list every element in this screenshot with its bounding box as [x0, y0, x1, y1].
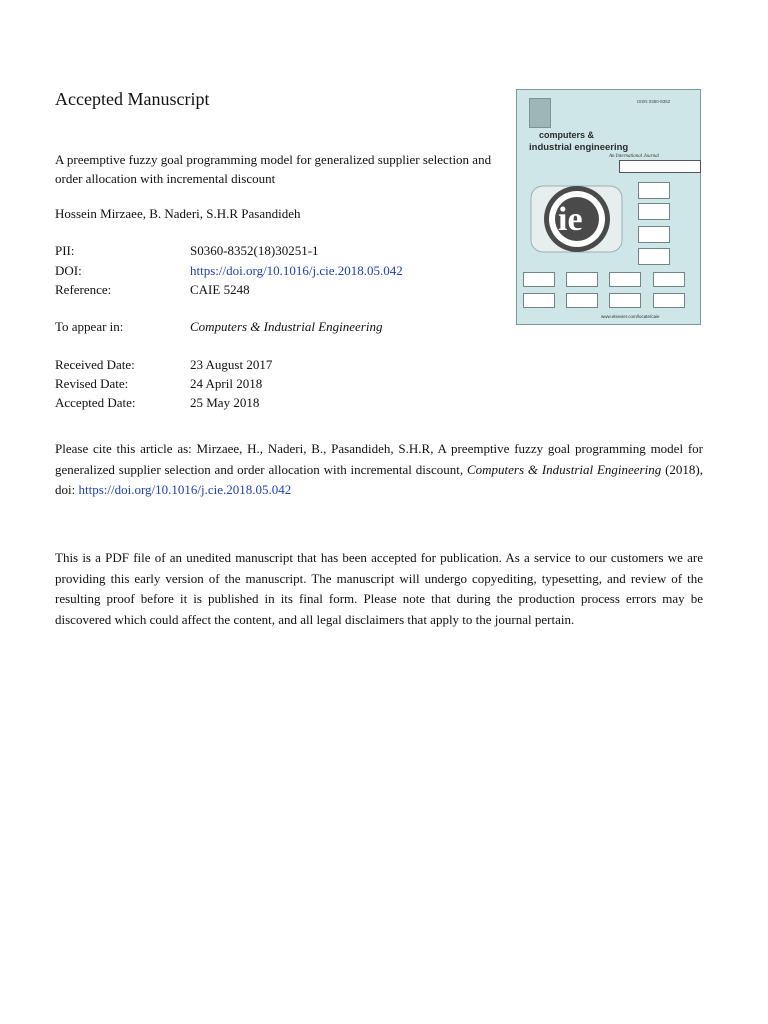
- citation-journal: Computers & Industrial Engineering: [466, 461, 662, 477]
- cover-tile: [523, 293, 555, 308]
- cover-tile: [566, 272, 598, 287]
- received-label: Received Date:: [55, 357, 135, 372]
- disclaimer-paragraph: This is a PDF file of an unedited manuscript that has been accepted for publication. As a service to our customers we are providing this early version of the manuscript. The manuscript will undergo copyediting, typesetting, and review of the resulting proof before it is published in its final form. Please note that during the production process errors may be discovered which could affect the content, and all legal disclaimers that apply to the journal pertain.: [55, 550, 703, 627]
- cover-contents-bar: [619, 160, 701, 173]
- accepted-value: 25 May 2018: [190, 395, 260, 410]
- page-heading: Accepted Manuscript: [55, 89, 210, 109]
- citation-paragraph: [55, 439, 703, 501]
- reference-row: [55, 280, 250, 299]
- cover-tile: [638, 226, 670, 243]
- revised-value: 24 April 2018: [190, 376, 263, 391]
- cover-title-line1: computers &: [539, 130, 595, 140]
- pii-value: S0360-8352(18)30251-1: [190, 243, 319, 258]
- cover-tile: [638, 182, 670, 199]
- accepted-label: Accepted Date:: [55, 395, 136, 410]
- cover-url: www.elsevier.com/locate/caie: [601, 314, 660, 319]
- cover-title-line2: industrial engineering: [529, 142, 629, 153]
- pii-label: PII:: [55, 243, 75, 258]
- ie-logo: [529, 178, 624, 260]
- cover-tile: [653, 272, 685, 287]
- cover-tile: [566, 293, 598, 308]
- appear-journal: Computers & Industrial Engineering: [190, 319, 383, 334]
- doi-link[interactable]: https://doi.org/10.1016/j.cie.2018.05.042: [190, 263, 403, 278]
- received-value: 23 August 2017: [190, 357, 273, 372]
- revised-label: Revised Date:: [55, 376, 129, 391]
- doi-row: [55, 261, 403, 280]
- cover-tile: [638, 203, 670, 220]
- cover-issn: ISSN 0360-8352: [637, 99, 671, 104]
- citation-doi-link[interactable]: https://doi.org/10.1016/j.cie.2018.05.042: [78, 482, 292, 497]
- citation-middle: (2018), doi:: [55, 461, 703, 497]
- pii-row: [55, 241, 319, 260]
- cover-tile: [609, 272, 641, 287]
- svg-text:ie: ie: [558, 201, 583, 238]
- citation-prefix: Please cite this article as: Mirzaee, H., Naderi, B., Pasandideh, S.H.R, A preemptive fuzzy goal programming model for generalized supplier selection and order allocation with incremental discount,: [55, 441, 703, 477]
- cover-tile: [609, 293, 641, 308]
- cover-tile: [653, 293, 685, 308]
- doi-label: DOI:: [55, 263, 82, 278]
- publisher-logo: [529, 98, 551, 128]
- ie-logo-graphic: [529, 178, 624, 260]
- article-authors: Hossein Mirzaee, B. Naderi, S.H.R Pasandideh: [55, 206, 301, 221]
- accepted-row: [55, 393, 259, 412]
- cover-tile: [638, 248, 670, 265]
- article-title: A preemptive fuzzy goal programming model for generalized supplier selection and order allocation with incremental discount: [55, 152, 492, 186]
- revised-row: [55, 374, 262, 393]
- cover-tile: [523, 272, 555, 287]
- journal-cover: [516, 89, 701, 325]
- appear-label: To appear in:: [55, 319, 124, 334]
- appear-row: [55, 317, 382, 336]
- reference-label: Reference:: [55, 282, 112, 297]
- cover-subtitle: An International Journal: [609, 154, 659, 159]
- reference-value: CAIE 5248: [190, 282, 250, 297]
- received-row: [55, 355, 272, 374]
